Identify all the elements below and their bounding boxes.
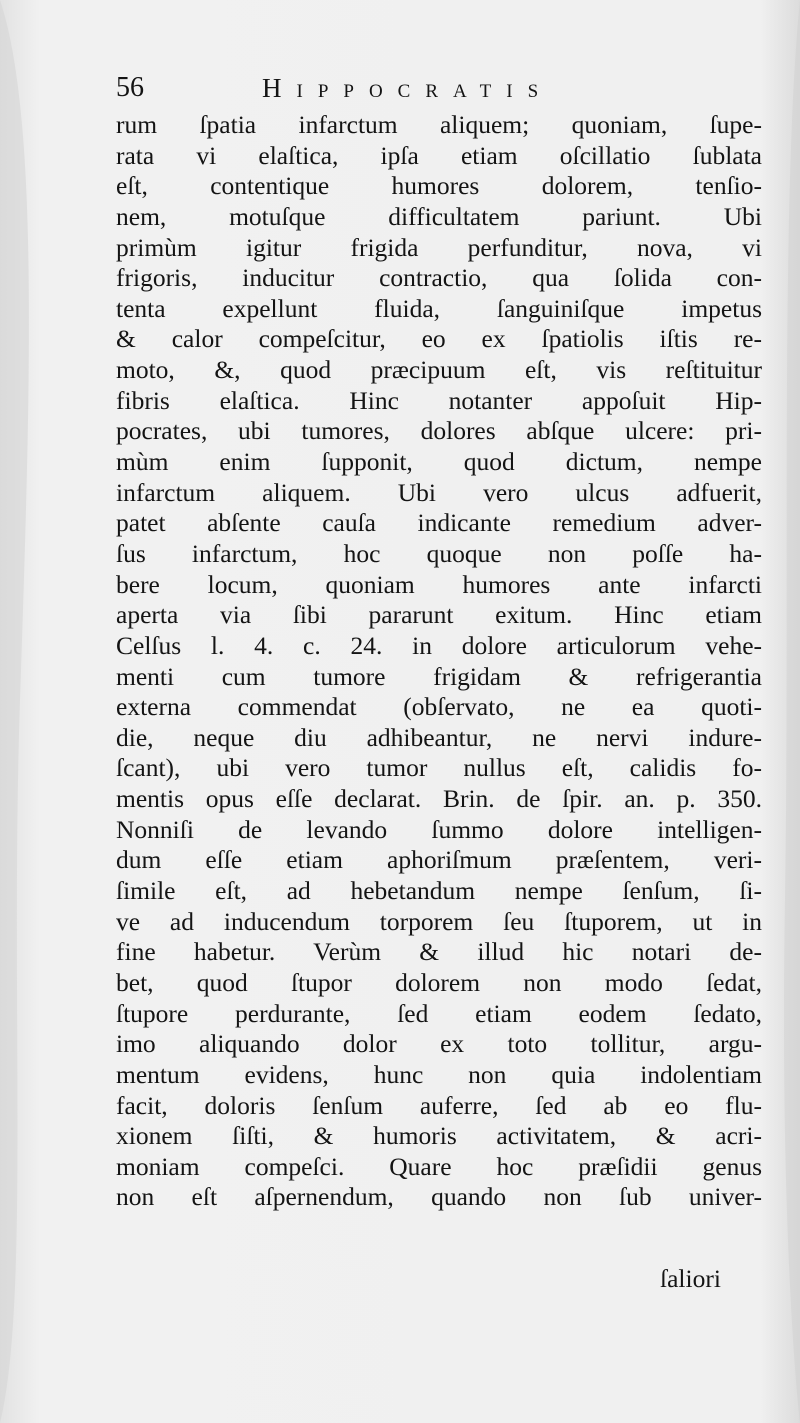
text-line: fine habetur. Verùm & illud hic notari de-	[116, 937, 762, 967]
text-line: moto, &, quod præcipuum eſt, vis reſtituitur	[116, 355, 762, 385]
running-head: Hippocratis	[262, 73, 554, 103]
body-text	[116, 110, 762, 1213]
text-line: patet abſente cauſa indicante remedium adver-	[116, 508, 762, 538]
text-line: Celſus l. 4. c. 24. in dolore articulorum vehe-	[116, 630, 762, 660]
text-line: ſimile eſt, ad hebetandum nempe ſenſum, ſi-	[116, 876, 762, 906]
text-line: ve ad inducendum torporem ſeu ſtuporem, ut in	[116, 906, 762, 936]
text-line: ſus infarctum, hoc quoque non poſſe ha-	[116, 538, 762, 568]
text-line: rum ſpatia infarctum aliquem; quoniam, ſupe-	[116, 110, 762, 139]
text-line: pocrates, ubi tumores, dolores abſque ulcere: pri-	[116, 416, 762, 446]
text-line: aperta via ſibi pararunt exitum. Hinc etiam	[116, 600, 762, 630]
text-line: fibris elaſtica. Hinc notanter appoſuit Hip-	[116, 385, 762, 415]
text-line: die, neque diu adhibeantur, ne nervi indure-	[116, 722, 762, 752]
text-line: mentum evidens, hunc non quia indolentiam	[116, 1059, 762, 1089]
page-number: 56	[116, 72, 144, 103]
text-line: externa commendat (obſervato, ne ea quoti-	[116, 692, 762, 722]
text-line: frigoris, inducitur contractio, qua ſolida con-	[116, 263, 762, 293]
text-line: & calor compeſcitur, eo ex ſpatiolis iſtis re-	[116, 324, 762, 354]
text-line: menti cum tumore frigidam & refrigerantia	[116, 661, 762, 691]
text-line: eſt, contentique humores dolorem, tenſio-	[116, 171, 762, 201]
text-line: bet, quod ſtupor dolorem non modo ſedat,	[116, 967, 762, 997]
text-line: tenta expellunt fluida, ſanguiniſque impetus	[116, 293, 762, 323]
text-line: ſcant), ubi vero tumor nullus eſt, calidis fo-	[116, 753, 762, 783]
text-line: nem, motuſque difficultatem pariunt. Ubi	[116, 201, 762, 231]
text-line: dum eſſe etiam aphoriſmum præſentem, veri-	[116, 845, 762, 875]
text-line: bere locum, quoniam humores ante infarcti	[116, 569, 762, 599]
text-line: primùm igitur frigida perfunditur, nova, vi	[116, 232, 762, 262]
text-line: non eſt aſpernendum, quando non ſub univer-	[116, 1182, 762, 1212]
text-line: mùm enim ſupponit, quod dictum, nempe	[116, 447, 762, 477]
text-line: moniam compeſci. Quare hoc præſidii genus	[116, 1151, 762, 1181]
page-header	[112, 70, 672, 106]
text-line: ſtupore perdurante, ſed etiam eodem ſedato,	[116, 998, 762, 1028]
text-line: imo aliquando dolor ex toto tollitur, argu-	[116, 1029, 762, 1059]
text-line: infarctum aliquem. Ubi vero ulcus adfuerit,	[116, 477, 762, 507]
text-line: xionem ſiſti, & humoris activitatem, & acri-	[116, 1121, 762, 1151]
text-line: rata vi elaſtica, ipſa etiam oſcillatio ſublata	[116, 140, 762, 170]
text-line: facit, doloris ſenſum auferre, ſed ab eo flu-	[116, 1090, 762, 1120]
catchword: ſaliori	[660, 1264, 721, 1293]
text-line: mentis opus eſſe declarat. Brin. de ſpir. an. p. 350.	[116, 784, 762, 814]
text-line: Nonniſi de levando ſummo dolore intelligen-	[116, 814, 762, 844]
